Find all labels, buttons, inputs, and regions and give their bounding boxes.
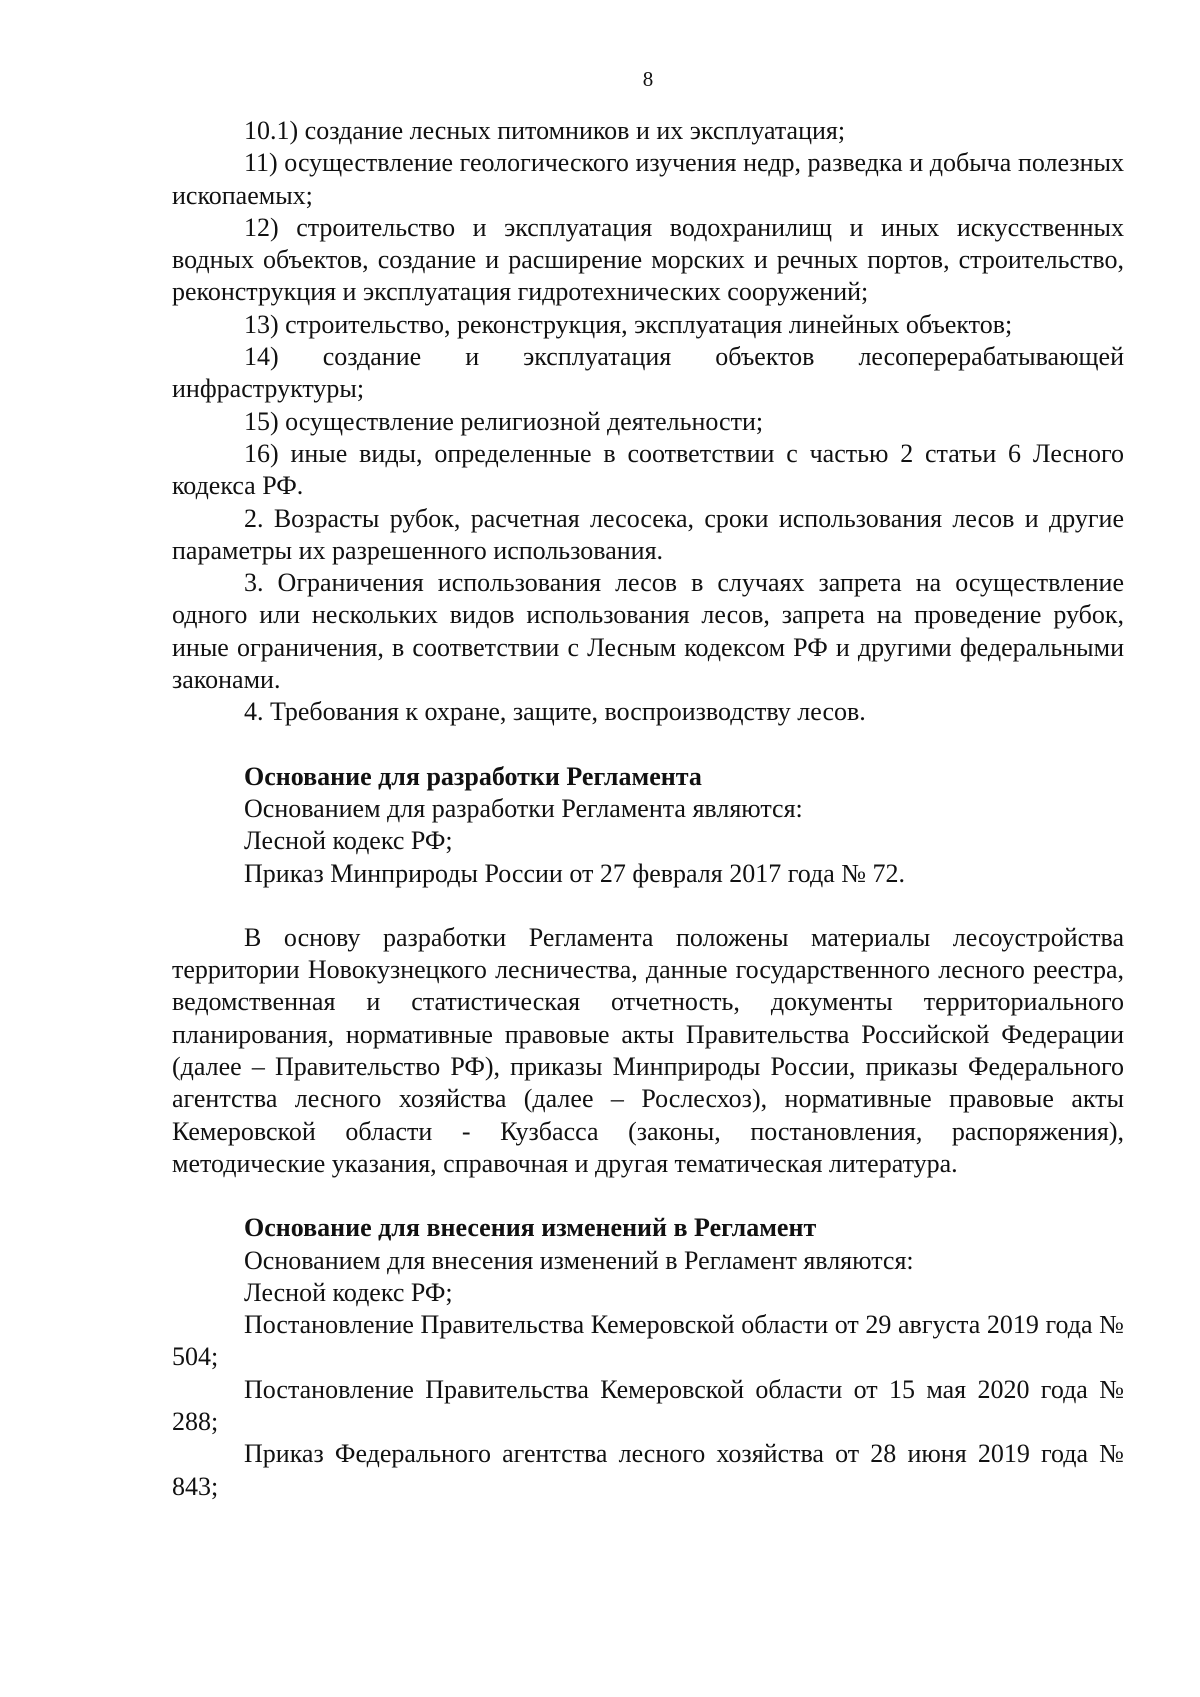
page-number [172, 66, 1124, 92]
basis-item: Лесной кодекс РФ; [244, 826, 453, 856]
section-heading-amendments: Основание для внесения изменений в Регламент [244, 1213, 817, 1243]
list-item: 10.1) создание лесных питомников и их эксплуатация; [244, 116, 846, 145]
body-paragraph: В основу разработки Регламента положены материалы лесоустройства территории Новокузнецкого лесничества, данные государственного лесного реестра, ведомственная и статистическая отчетность, документы территориального планирования, нормативные правовые акты Правительства Российской Федерации (далее – Правительство РФ), приказы Минприроды России, приказы Федерального агентства лесного хозяйства (далее – Рослесхоз), нормативные правовые акты Кемеровской области - Кузбасса (законы, постановления, распоряжения), методические указания, справочная и другая тематическая литература. [172, 922, 1124, 1178]
list-item: 2. Возрасты рубок, расчетная лесосека, сроки использования лесов и другие параметры их разрешенного использования. [172, 503, 1124, 565]
basis-item: Приказ Федерального агентства лесного хозяйства от 28 июня 2019 года № 843; [172, 1439, 1124, 1501]
basis-item: Постановление Правительства Кемеровской области от 15 мая 2020 года № 288; [172, 1374, 1124, 1436]
section-heading-development: Основание для разработки Регламента [244, 761, 702, 791]
list-item: 16) иные виды, определенные в соответствии с частью 2 статьи 6 Лесного кодекса РФ. [172, 438, 1124, 501]
list-item: 13) строительство, реконструкция, эксплуатация линейных объектов; [244, 309, 1013, 339]
page-number-text: 8 [642, 67, 654, 91]
list-item: 11) осуществление геологического изучения недр, разведка и добыча полезных ископаемых; [172, 148, 1124, 210]
spacer [172, 729, 1124, 761]
list-item: 14) создание и эксплуатация объектов лесоперерабатывающей инфраструктуры; [172, 342, 1124, 404]
list-item: 15) осуществление религиозной деятельности; [244, 406, 764, 436]
basis-item: Лесной кодекс РФ; [244, 1277, 453, 1307]
basis-item: Приказ Минприроды России от 27 февраля 2017 года № 72. [244, 858, 906, 888]
spacer [172, 890, 1124, 922]
section-intro: Основанием для внесения изменений в Регламент являются: [244, 1245, 914, 1275]
spacer [172, 1180, 1124, 1212]
list-item: 4. Требования к охране, защите, воспроизводству лесов. [244, 697, 866, 727]
basis-item: Постановление Правительства Кемеровской области от 29 августа 2019 года № 504; [172, 1310, 1124, 1372]
section-intro: Основанием для разработки Регламента являются: [244, 793, 803, 823]
list-item: 12) строительство и эксплуатация водохранилищ и иных искусственных водных объектов, создание и расширение морских и речных портов, строительство, реконструкция и эксплуатация гидротехнических сооружений; [172, 212, 1124, 307]
list-item: 3. Ограничения использования лесов в случаях запрета на осуществление одного или нескольких видов использования лесов, запрета на проведение рубок, иные ограничения, в соответствии с Лесным кодексом РФ и другими федеральными законами. [172, 568, 1124, 695]
